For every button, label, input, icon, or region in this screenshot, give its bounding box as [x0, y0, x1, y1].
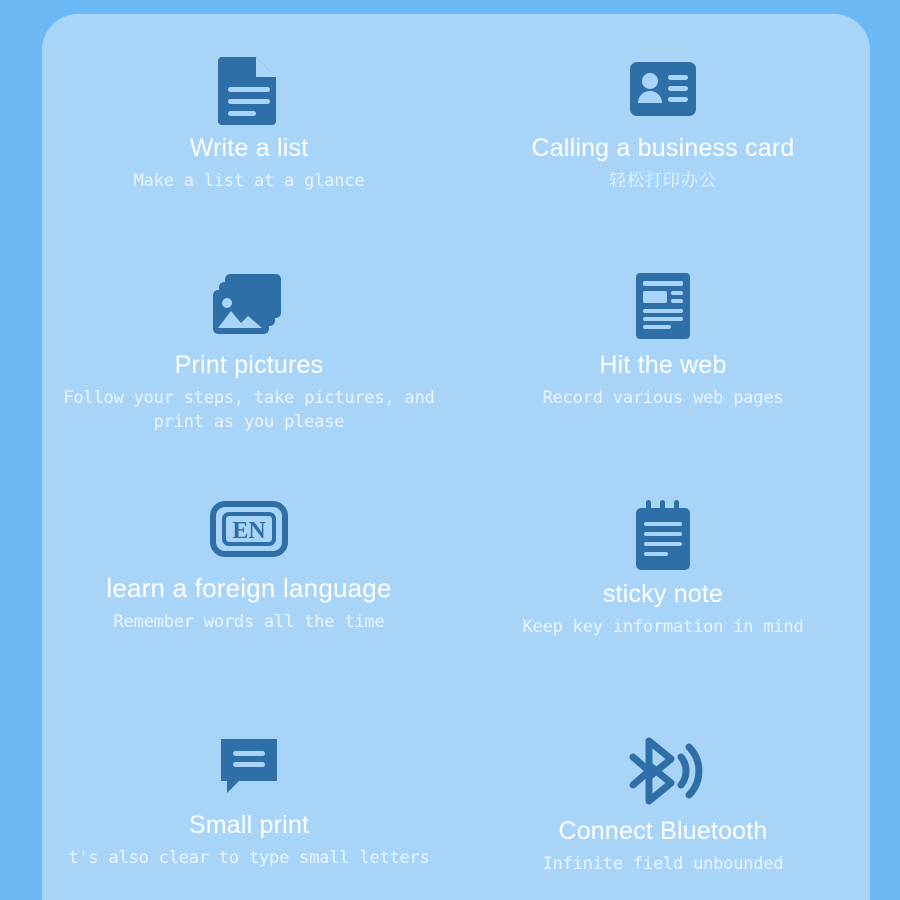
notepad-icon — [632, 494, 694, 576]
feature-card-write-a-list[interactable] — [42, 32, 456, 247]
feature-title: sticky note — [602, 580, 724, 608]
chat-bubble-icon — [217, 725, 281, 807]
feature-card-small-print[interactable] — [42, 677, 456, 892]
feature-subtitle: t's also clear to type small letters — [68, 847, 430, 868]
feature-title: learn a foreign language — [106, 573, 392, 603]
feature-card-foreign-language[interactable] — [42, 462, 456, 677]
en-badge-icon — [210, 488, 288, 570]
document-lines-icon — [216, 48, 282, 130]
feature-subtitle: Keep key information in mind — [522, 616, 804, 637]
photos-stack-icon — [211, 265, 287, 347]
bluetooth-icon — [623, 731, 703, 813]
business-card-icon — [628, 48, 698, 130]
feature-title: Connect Bluetooth — [558, 817, 768, 845]
feature-subtitle: Follow your steps, take pictures, and print as you please — [63, 387, 435, 433]
feature-title: Hit the web — [599, 351, 727, 379]
feature-subtitle: Record various web pages — [542, 387, 784, 408]
feature-subtitle: Make a list at a glance — [133, 170, 365, 191]
feature-card-business-card[interactable] — [456, 32, 870, 247]
feature-card-print-pictures[interactable] — [42, 247, 456, 462]
feature-card-hit-the-web[interactable] — [456, 247, 870, 462]
feature-title: Calling a business card — [531, 134, 795, 162]
feature-subtitle: Remember words all the time — [113, 611, 385, 632]
feature-panel — [42, 14, 870, 900]
feature-subtitle: Infinite field unbounded — [542, 853, 784, 874]
svg-text:EN: EN — [232, 518, 266, 544]
feature-subtitle: 轻松打印办公 — [609, 170, 717, 191]
feature-grid — [42, 32, 870, 892]
web-page-icon — [634, 265, 692, 347]
feature-title: Small print — [188, 811, 310, 839]
feature-title: Print pictures — [174, 351, 324, 379]
feature-card-connect-bluetooth[interactable] — [456, 677, 870, 892]
feature-card-sticky-note[interactable] — [456, 462, 870, 677]
feature-title: Write a list — [189, 134, 309, 162]
